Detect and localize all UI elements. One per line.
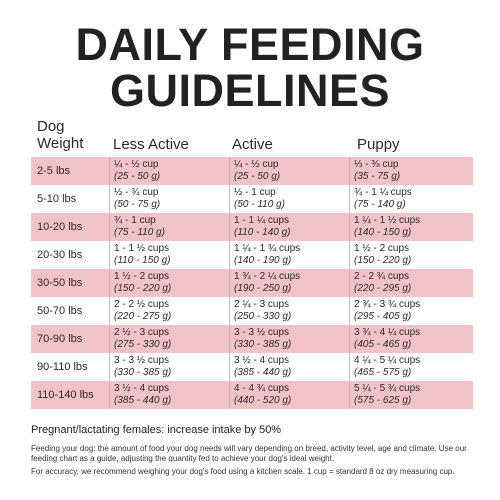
grams-value: (25 - 50 g): [114, 171, 161, 182]
cups-value: 2 - 2 ¾ cups: [354, 271, 410, 282]
weight-cell: 70-90 lbs: [37, 333, 83, 345]
weight-cell: 30-50 lbs: [37, 277, 83, 289]
puppy-cell: [349, 353, 473, 381]
active-cell: [229, 381, 349, 409]
weight-cell: 90-110 lbs: [37, 361, 88, 373]
active-cell: [229, 241, 349, 269]
table-row: [31, 213, 473, 241]
cups-value: 1 ½ - 2 cups: [114, 271, 170, 282]
grams-value: (150 - 220 g): [114, 283, 172, 294]
grams-value: (110 - 140 g): [234, 227, 291, 238]
weight-cell: 5-10 lbs: [37, 193, 77, 205]
grams-value: (575 - 625 g): [354, 395, 412, 406]
active-cell: [229, 353, 349, 381]
accuracy-note: For accuracy, we recommend weighing your dog's food using a kitchen scale. 1 cup = standard 8 oz dry measuring cup.: [31, 467, 455, 476]
cups-value: 2 ½ - 3 cups: [114, 327, 170, 338]
cups-value: 2 ¾ - 3 ¾ cups: [354, 299, 421, 310]
cups-value: 3 - 3 ½ cups: [114, 355, 170, 366]
cups-value: 1 ½ - 2 cups: [354, 243, 410, 254]
active-cell: [229, 157, 349, 185]
cups-value: 5 ¼ - 5 ¾ cups: [354, 383, 421, 394]
table-row: [31, 241, 473, 269]
weight-cell: 10-20 lbs: [37, 221, 83, 233]
active-cell: [229, 185, 349, 213]
grams-value: (385 - 440 g): [114, 395, 172, 406]
active-cell: [229, 297, 349, 325]
cups-value: 1 - 1 ¼ cups: [234, 215, 290, 226]
puppy-cell: [349, 381, 473, 409]
less-active-cell: [109, 213, 229, 241]
cups-value: 1 ¼ - 1 ¾ cups: [234, 243, 301, 254]
weight-cell: 110-140 lbs: [37, 389, 94, 401]
grams-value: (295 - 405 g): [354, 311, 412, 322]
table-row: [31, 157, 473, 185]
title-line-2: GUIDELINES: [109, 65, 391, 116]
puppy-cell: [349, 325, 473, 353]
cups-value: 3 ¾ - 4 ¼ cups: [354, 327, 421, 338]
active-cell: [229, 213, 349, 241]
title-line-1: DAILY FEEDING: [75, 19, 425, 70]
grams-value: (250 - 330 g): [234, 311, 292, 322]
cups-value: 1 ¼ - 1 ½ cups: [354, 215, 421, 226]
less-active-cell: [109, 241, 229, 269]
grams-value: (405 - 465 g): [354, 339, 412, 350]
table-row: [31, 269, 473, 297]
cups-value: ⅓ - ⅜ cup: [354, 159, 399, 170]
grams-value: (330 - 385 g): [114, 367, 172, 378]
puppy-cell: [349, 269, 473, 297]
less-active-cell: [109, 269, 229, 297]
feeding-table: [31, 157, 473, 409]
weight-cell: 50-70 lbs: [37, 305, 83, 317]
grams-value: (385 - 440 g): [234, 367, 292, 378]
table-row: [31, 353, 473, 381]
grams-value: (465 - 575 g): [354, 367, 412, 378]
grams-value: (150 - 220 g): [354, 255, 412, 266]
grams-value: (330 - 385 g): [234, 339, 292, 350]
header-puppy: Puppy: [357, 136, 400, 153]
weight-cell: 2-5 lbs: [37, 165, 71, 177]
grams-value: (75 - 140 g): [354, 199, 406, 210]
puppy-cell: [349, 157, 473, 185]
cups-value: 4 ¼ - 5 ¼ cups: [354, 355, 421, 366]
cups-value: 2 ¼ - 3 cups: [234, 299, 290, 310]
cups-value: ¾ - 1 ¼ cups: [354, 187, 412, 198]
grams-value: (220 - 275 g): [114, 311, 172, 322]
cups-value: 3 - 3 ½ cups: [234, 327, 290, 338]
grams-value: (140 - 150 g): [354, 227, 412, 238]
puppy-cell: [349, 241, 473, 269]
cups-value: 2 - 2 ½ cups: [114, 299, 170, 310]
active-cell: [229, 269, 349, 297]
cups-value: ½ - 1 cup: [234, 187, 276, 198]
table-row: [31, 381, 473, 409]
cups-value: 1 - 1 ½ cups: [114, 243, 170, 254]
cups-value: 3 ½ - 4 cups: [114, 383, 170, 394]
pregnant-note: Pregnant/lactating females: increase intake by 50%: [31, 424, 282, 436]
cups-value: ¼ - ½ cup: [114, 159, 159, 170]
grams-value: (75 - 110 g): [114, 227, 165, 238]
grams-value: (25 - 50 g): [234, 171, 281, 182]
less-active-cell: [109, 297, 229, 325]
less-active-cell: [109, 353, 229, 381]
header-less-active: Less Active: [113, 136, 189, 153]
puppy-cell: [349, 213, 473, 241]
cups-value: 1 ¾ - 2 ¼ cups: [234, 271, 301, 282]
puppy-cell: [349, 297, 473, 325]
table-row: [31, 297, 473, 325]
cups-value: ½ - ¾ cup: [114, 187, 159, 198]
cups-value: 4 - 4 ¾ cups: [234, 383, 290, 394]
grams-value: (440 - 520 g): [234, 395, 292, 406]
grams-value: (50 - 75 g): [114, 199, 161, 210]
grams-value: (35 - 75 g): [354, 171, 401, 182]
grams-value: (50 - 110 g): [234, 199, 285, 210]
less-active-cell: [109, 157, 229, 185]
grams-value: (110 - 150 g): [114, 255, 171, 266]
active-cell: [229, 325, 349, 353]
cups-value: ¼ - ½ cup: [234, 159, 279, 170]
less-active-cell: [109, 185, 229, 213]
grams-value: (275 - 330 g): [114, 339, 172, 350]
grams-value: (220 - 295 g): [354, 283, 412, 294]
feeding-note: Feeding your dog: the amount of food your dog needs will vary depending on breed, activity level, age and climate. Use our feeding chart as a guide, adjusting the quantity fed to achieve your dog's ideal weight.: [31, 444, 467, 463]
weight-cell: 20-30 lbs: [37, 249, 83, 261]
less-active-cell: [109, 325, 229, 353]
header-active: Active: [232, 136, 273, 153]
puppy-cell: [349, 185, 473, 213]
cups-value: 3 ½ - 4 cups: [234, 355, 290, 366]
grams-value: (140 - 190 g): [234, 255, 292, 266]
table-row: [31, 325, 473, 353]
less-active-cell: [109, 381, 229, 409]
grams-value: (190 - 250 g): [234, 283, 292, 294]
cups-value: ¾ - 1 cup: [114, 215, 156, 226]
table-row: [31, 185, 473, 213]
header-dog-weight: Dog Weight: [37, 118, 84, 152]
